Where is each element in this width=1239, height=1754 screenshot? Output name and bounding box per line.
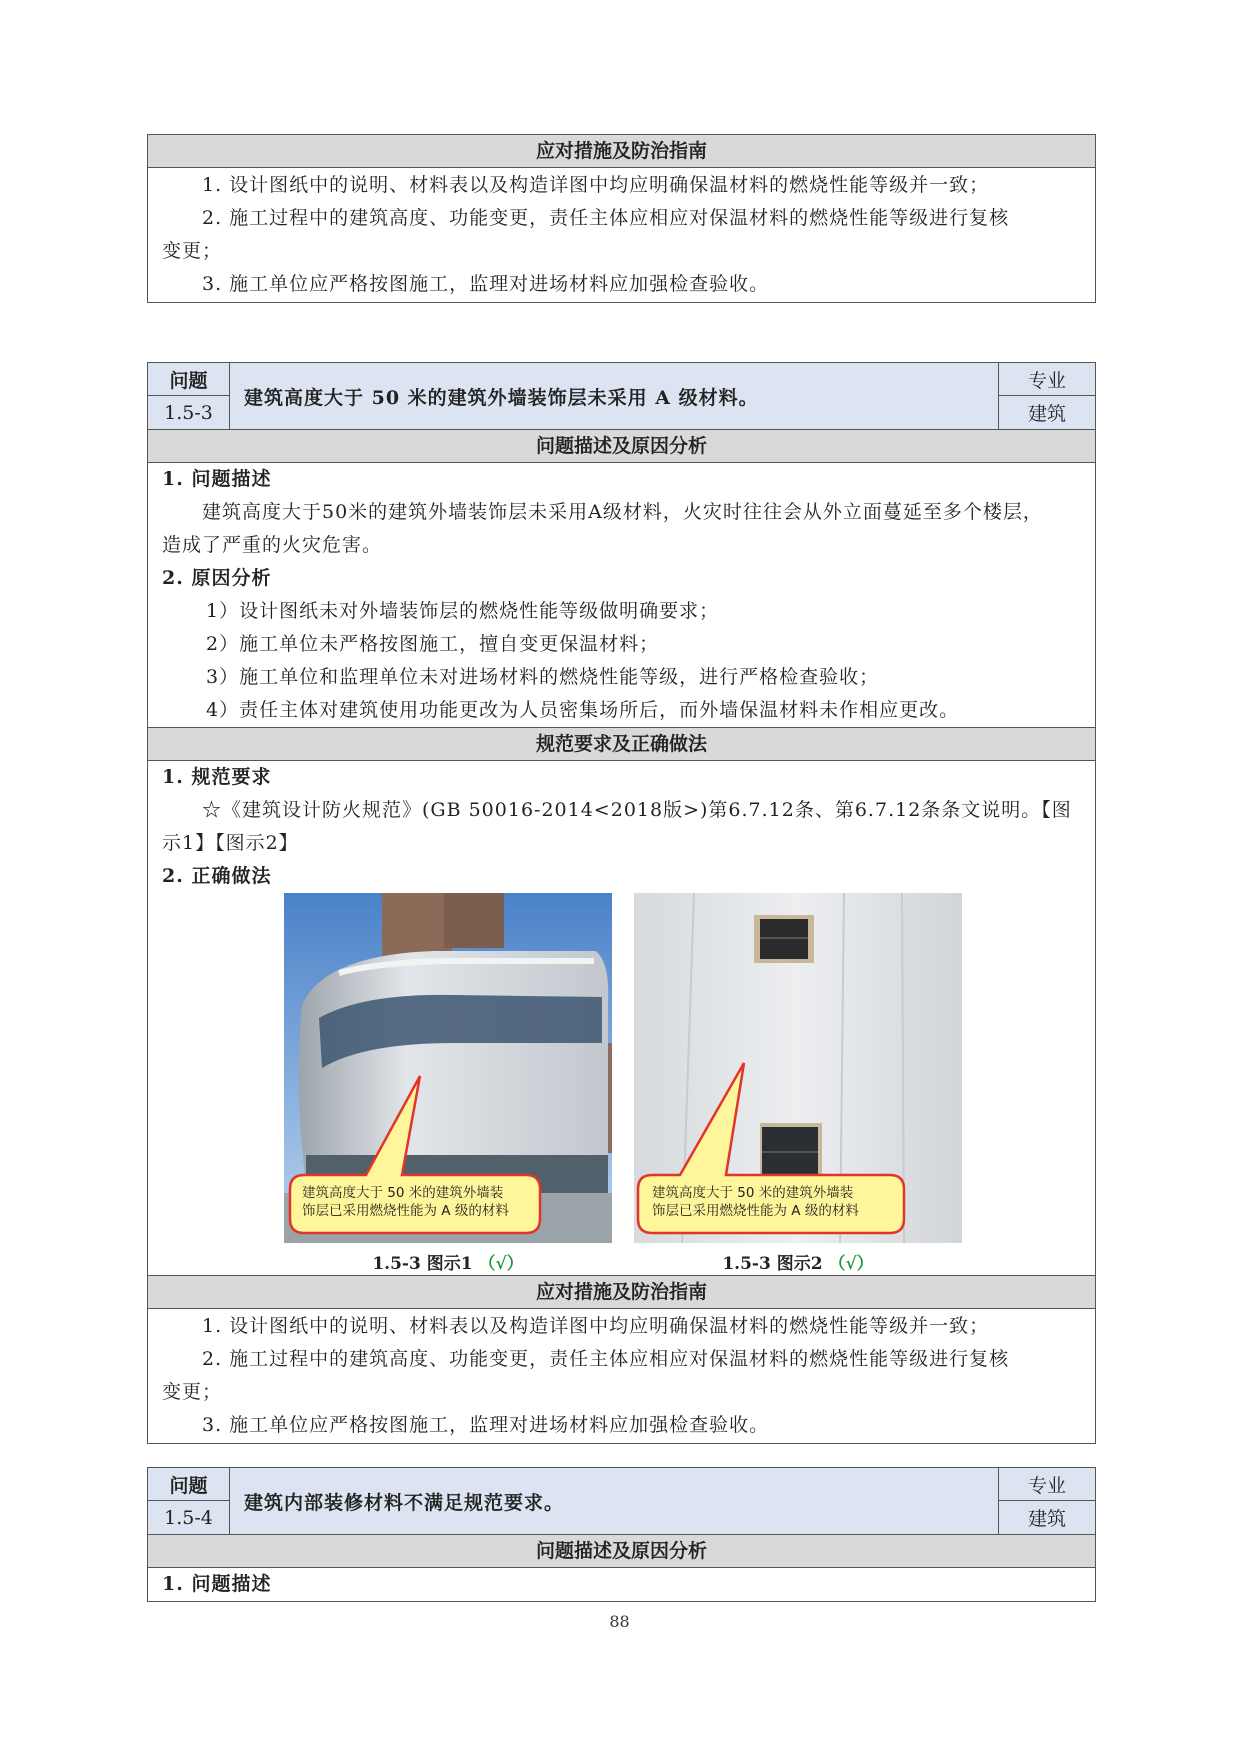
- photo-facade-closeup: [634, 893, 962, 1243]
- desc-title: 1. 问题描述: [162, 1573, 272, 1595]
- discipline-value: 建筑: [999, 1501, 1095, 1534]
- measure-item-cont: 变更；: [162, 1381, 223, 1403]
- measure-item: 1. 设计图纸中的说明、材料表以及构造详图中均应明确保温材料的燃烧性能等级并一致；: [202, 174, 990, 196]
- problem-title-table: [148, 363, 1095, 430]
- cause-item: 2）施工单位未严格按图施工，擅自变更保温材料；: [206, 633, 660, 655]
- measures-block-top: [147, 134, 1096, 303]
- desc-text-cont: 造成了严重的火灾危害。: [162, 534, 383, 556]
- check-mark: （√）: [828, 1254, 874, 1274]
- photo-row: [148, 893, 1095, 1293]
- analysis-body: [148, 1568, 1095, 1601]
- photo-building-exterior: [284, 893, 612, 1243]
- section-header: 应对措施及防治指南: [148, 135, 1095, 168]
- measure-item: 1. 设计图纸中的说明、材料表以及构造详图中均应明确保温材料的燃烧性能等级并一致；: [202, 1315, 990, 1337]
- discipline-label: 专业: [999, 1468, 1095, 1501]
- req-text: ☆《建筑设计防火规范》(GB 50016-2014<2018版>)第6.7.12条、第6.7.12条条文说明。【图: [202, 799, 1072, 821]
- photo-caption: 1.5-3 图示2 （√）: [722, 1254, 874, 1274]
- practice-title: 2. 正确做法: [162, 865, 272, 887]
- cause-item: 1）设计图纸未对外墙装饰层的燃烧性能等级做明确要求；: [206, 600, 720, 622]
- check-mark: （√）: [478, 1254, 524, 1274]
- section-header-requirements: 规范要求及正确做法: [148, 727, 1095, 761]
- problem-id: 1.5-3: [148, 396, 230, 429]
- measure-item: 3. 施工单位应严格按图施工，监理对进场材料应加强检查验收。: [202, 1414, 770, 1436]
- measure-item-cont: 变更；: [162, 240, 223, 262]
- callout-text: 建筑高度大于 50 米的建筑外墙装 饰层已采用燃烧性能为 A 级的材料: [652, 1185, 859, 1219]
- cause-item: 3）施工单位和监理单位未对进场材料的燃烧性能等级，进行严格检查验收；: [206, 666, 880, 688]
- problem-id: 1.5-4: [148, 1501, 230, 1534]
- problem-title: 建筑高度大于 50 米的建筑外墙装饰层未采用 A 级材料。: [230, 363, 999, 429]
- problem-label: 问题: [148, 1468, 230, 1501]
- section-header-analysis: 问题描述及原因分析: [148, 1535, 1095, 1568]
- measures-list: [148, 168, 1095, 302]
- discipline-label: 专业: [999, 363, 1095, 396]
- problem-title: 建筑内部装修材料不满足规范要求。: [230, 1468, 999, 1534]
- photo-caption: 1.5-3 图示1 （√）: [372, 1254, 524, 1274]
- section-header-measures: 应对措施及防治指南: [148, 1275, 1095, 1309]
- problem-block-1-5-3: [147, 362, 1096, 1444]
- section-header-analysis: 问题描述及原因分析: [148, 430, 1095, 463]
- requirements-body: [148, 761, 1095, 893]
- measure-item: 2. 施工过程中的建筑高度、功能变更，责任主体应相应对保温材料的燃烧性能等级进行复核: [202, 1348, 1010, 1370]
- cause-item: 4）责任主体对建筑使用功能更改为人员密集场所后，而外墙保温材料未作相应更改。: [206, 699, 960, 721]
- measure-item: 2. 施工过程中的建筑高度、功能变更，责任主体应相应对保温材料的燃烧性能等级进行复核: [202, 207, 1010, 229]
- page-number: 88: [609, 1612, 630, 1631]
- problem-label: 问题: [148, 363, 230, 396]
- desc-text: 建筑高度大于50米的建筑外墙装饰层未采用A级材料，火灾时往往会从外立面蔓延至多个楼层，: [202, 501, 1043, 523]
- measure-item: 3. 施工单位应严格按图施工，监理对进场材料应加强检查验收。: [202, 273, 770, 295]
- discipline-value: 建筑: [999, 396, 1095, 429]
- cause-title: 2. 原因分析: [162, 567, 272, 589]
- measures-list: [148, 1309, 1095, 1443]
- desc-title: 1. 问题描述: [162, 468, 272, 490]
- analysis-body: [148, 463, 1095, 727]
- problem-title-table: [148, 1468, 1095, 1535]
- req-title: 1. 规范要求: [162, 766, 272, 788]
- problem-block-1-5-4: [147, 1467, 1096, 1602]
- callout-text: 建筑高度大于 50 米的建筑外墙装 饰层已采用燃烧性能为 A 级的材料: [302, 1185, 509, 1219]
- req-text-cont: 示1】【图示2】: [162, 832, 299, 854]
